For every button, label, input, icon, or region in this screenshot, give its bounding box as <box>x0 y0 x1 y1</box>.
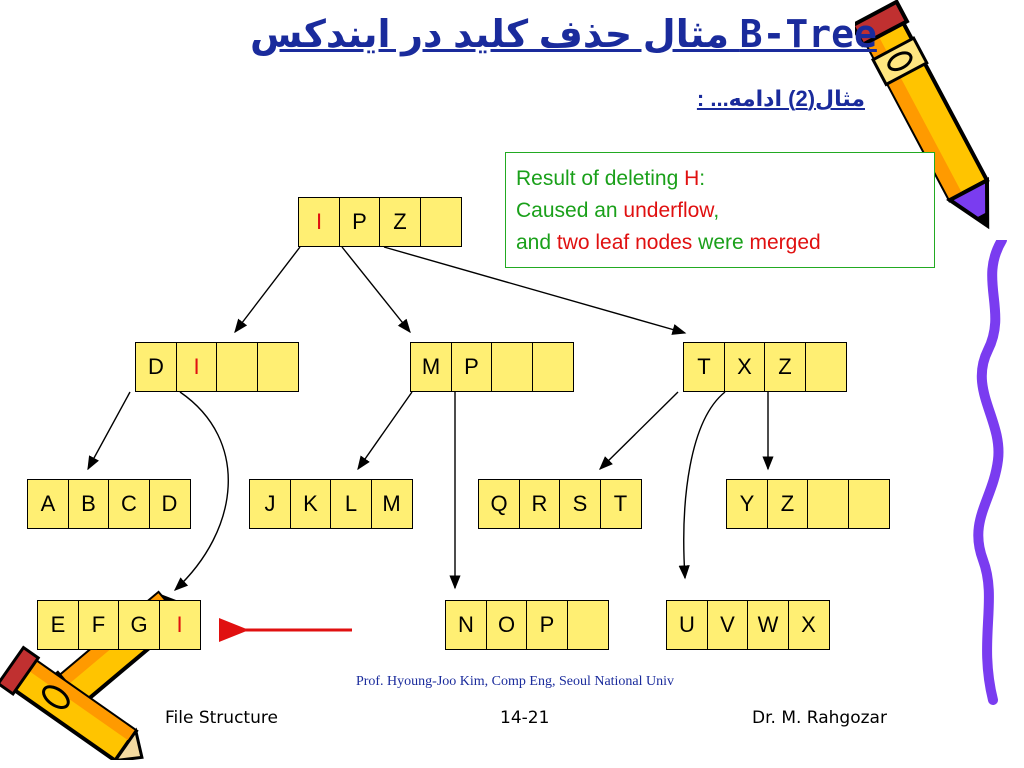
empty-key-cell <box>491 342 533 392</box>
internal-node-di <box>135 342 299 392</box>
key-cell: X <box>724 342 766 392</box>
key-cell: G <box>118 600 160 650</box>
note-text: were <box>692 231 750 254</box>
key-cell: Z <box>379 197 421 247</box>
title-latin: B-Tree <box>739 12 877 56</box>
key-cell: X <box>788 600 830 650</box>
key-cell: P <box>451 342 493 392</box>
key-cell: P <box>339 197 381 247</box>
leaf-node-jklm <box>249 479 413 529</box>
empty-key-cell <box>216 342 258 392</box>
note-text: Result of deleting <box>516 167 685 190</box>
leaf-node-qrst <box>478 479 642 529</box>
footer-slide-number: 14-21 <box>500 708 550 728</box>
key-cell: I <box>159 600 201 650</box>
leaf-node-uvwx <box>666 600 830 650</box>
key-cell: A <box>27 479 69 529</box>
note-text: , <box>713 199 720 222</box>
key-cell: P <box>526 600 568 650</box>
page-subtitle: مثال(2) ادامه... : <box>696 86 865 111</box>
root-node <box>298 197 462 247</box>
key-cell: L <box>330 479 372 529</box>
edge-mp-jklm <box>358 392 412 469</box>
key-cell: Z <box>767 479 809 529</box>
note-highlight: two leaf nodes <box>556 231 693 254</box>
key-cell: I <box>176 342 218 392</box>
key-cell: R <box>519 479 561 529</box>
key-cell: Z <box>764 342 806 392</box>
author-credit: Prof. Hyoung-Joo Kim, Comp Eng, Seoul National Univ <box>355 674 675 689</box>
key-cell: C <box>108 479 150 529</box>
edge-root-di <box>235 247 300 332</box>
key-cell: S <box>559 479 601 529</box>
empty-key-cell <box>420 197 462 247</box>
key-cell: E <box>37 600 79 650</box>
key-cell: M <box>371 479 413 529</box>
internal-node-mp <box>410 342 574 392</box>
leaf-node-nop <box>445 600 609 650</box>
key-cell: T <box>600 479 642 529</box>
edge-root-mp <box>342 247 410 332</box>
edge-txz-uvwx <box>684 392 725 578</box>
key-cell: I <box>298 197 340 247</box>
key-cell: V <box>707 600 749 650</box>
note-text: Caused an <box>516 199 624 222</box>
edge-di-abcd <box>88 392 130 469</box>
key-cell: K <box>290 479 332 529</box>
key-cell: B <box>68 479 110 529</box>
empty-key-cell <box>257 342 299 392</box>
key-cell: T <box>683 342 725 392</box>
footer-author: Dr. M. Rahgozar <box>752 708 887 728</box>
leaf-node-abcd <box>27 479 191 529</box>
key-cell: D <box>135 342 177 392</box>
leaf-node-yz <box>726 479 890 529</box>
note-highlight: H <box>684 167 700 190</box>
leaf-node-efgi <box>37 600 201 650</box>
key-cell: F <box>78 600 120 650</box>
key-cell: U <box>666 600 708 650</box>
note-text: and <box>516 231 557 254</box>
empty-key-cell <box>567 600 609 650</box>
note-highlight: merged <box>749 231 821 254</box>
note-text: : <box>699 167 706 190</box>
key-cell: O <box>486 600 528 650</box>
note-highlight: underflow <box>623 199 714 222</box>
empty-key-cell <box>532 342 574 392</box>
key-cell: Q <box>478 479 520 529</box>
title-persian: مثال حذف کلید در ایندکس <box>250 14 730 56</box>
key-cell: D <box>149 479 191 529</box>
key-cell: J <box>249 479 291 529</box>
edge-root-txz <box>384 247 685 333</box>
empty-key-cell <box>805 342 847 392</box>
empty-key-cell <box>848 479 890 529</box>
empty-key-cell <box>807 479 849 529</box>
key-cell: W <box>747 600 789 650</box>
key-cell: N <box>445 600 487 650</box>
edge-txz-qrst <box>600 392 678 469</box>
internal-node-txz <box>683 342 847 392</box>
key-cell: M <box>410 342 452 392</box>
footer-course: File Structure <box>165 708 278 728</box>
key-cell: Y <box>726 479 768 529</box>
